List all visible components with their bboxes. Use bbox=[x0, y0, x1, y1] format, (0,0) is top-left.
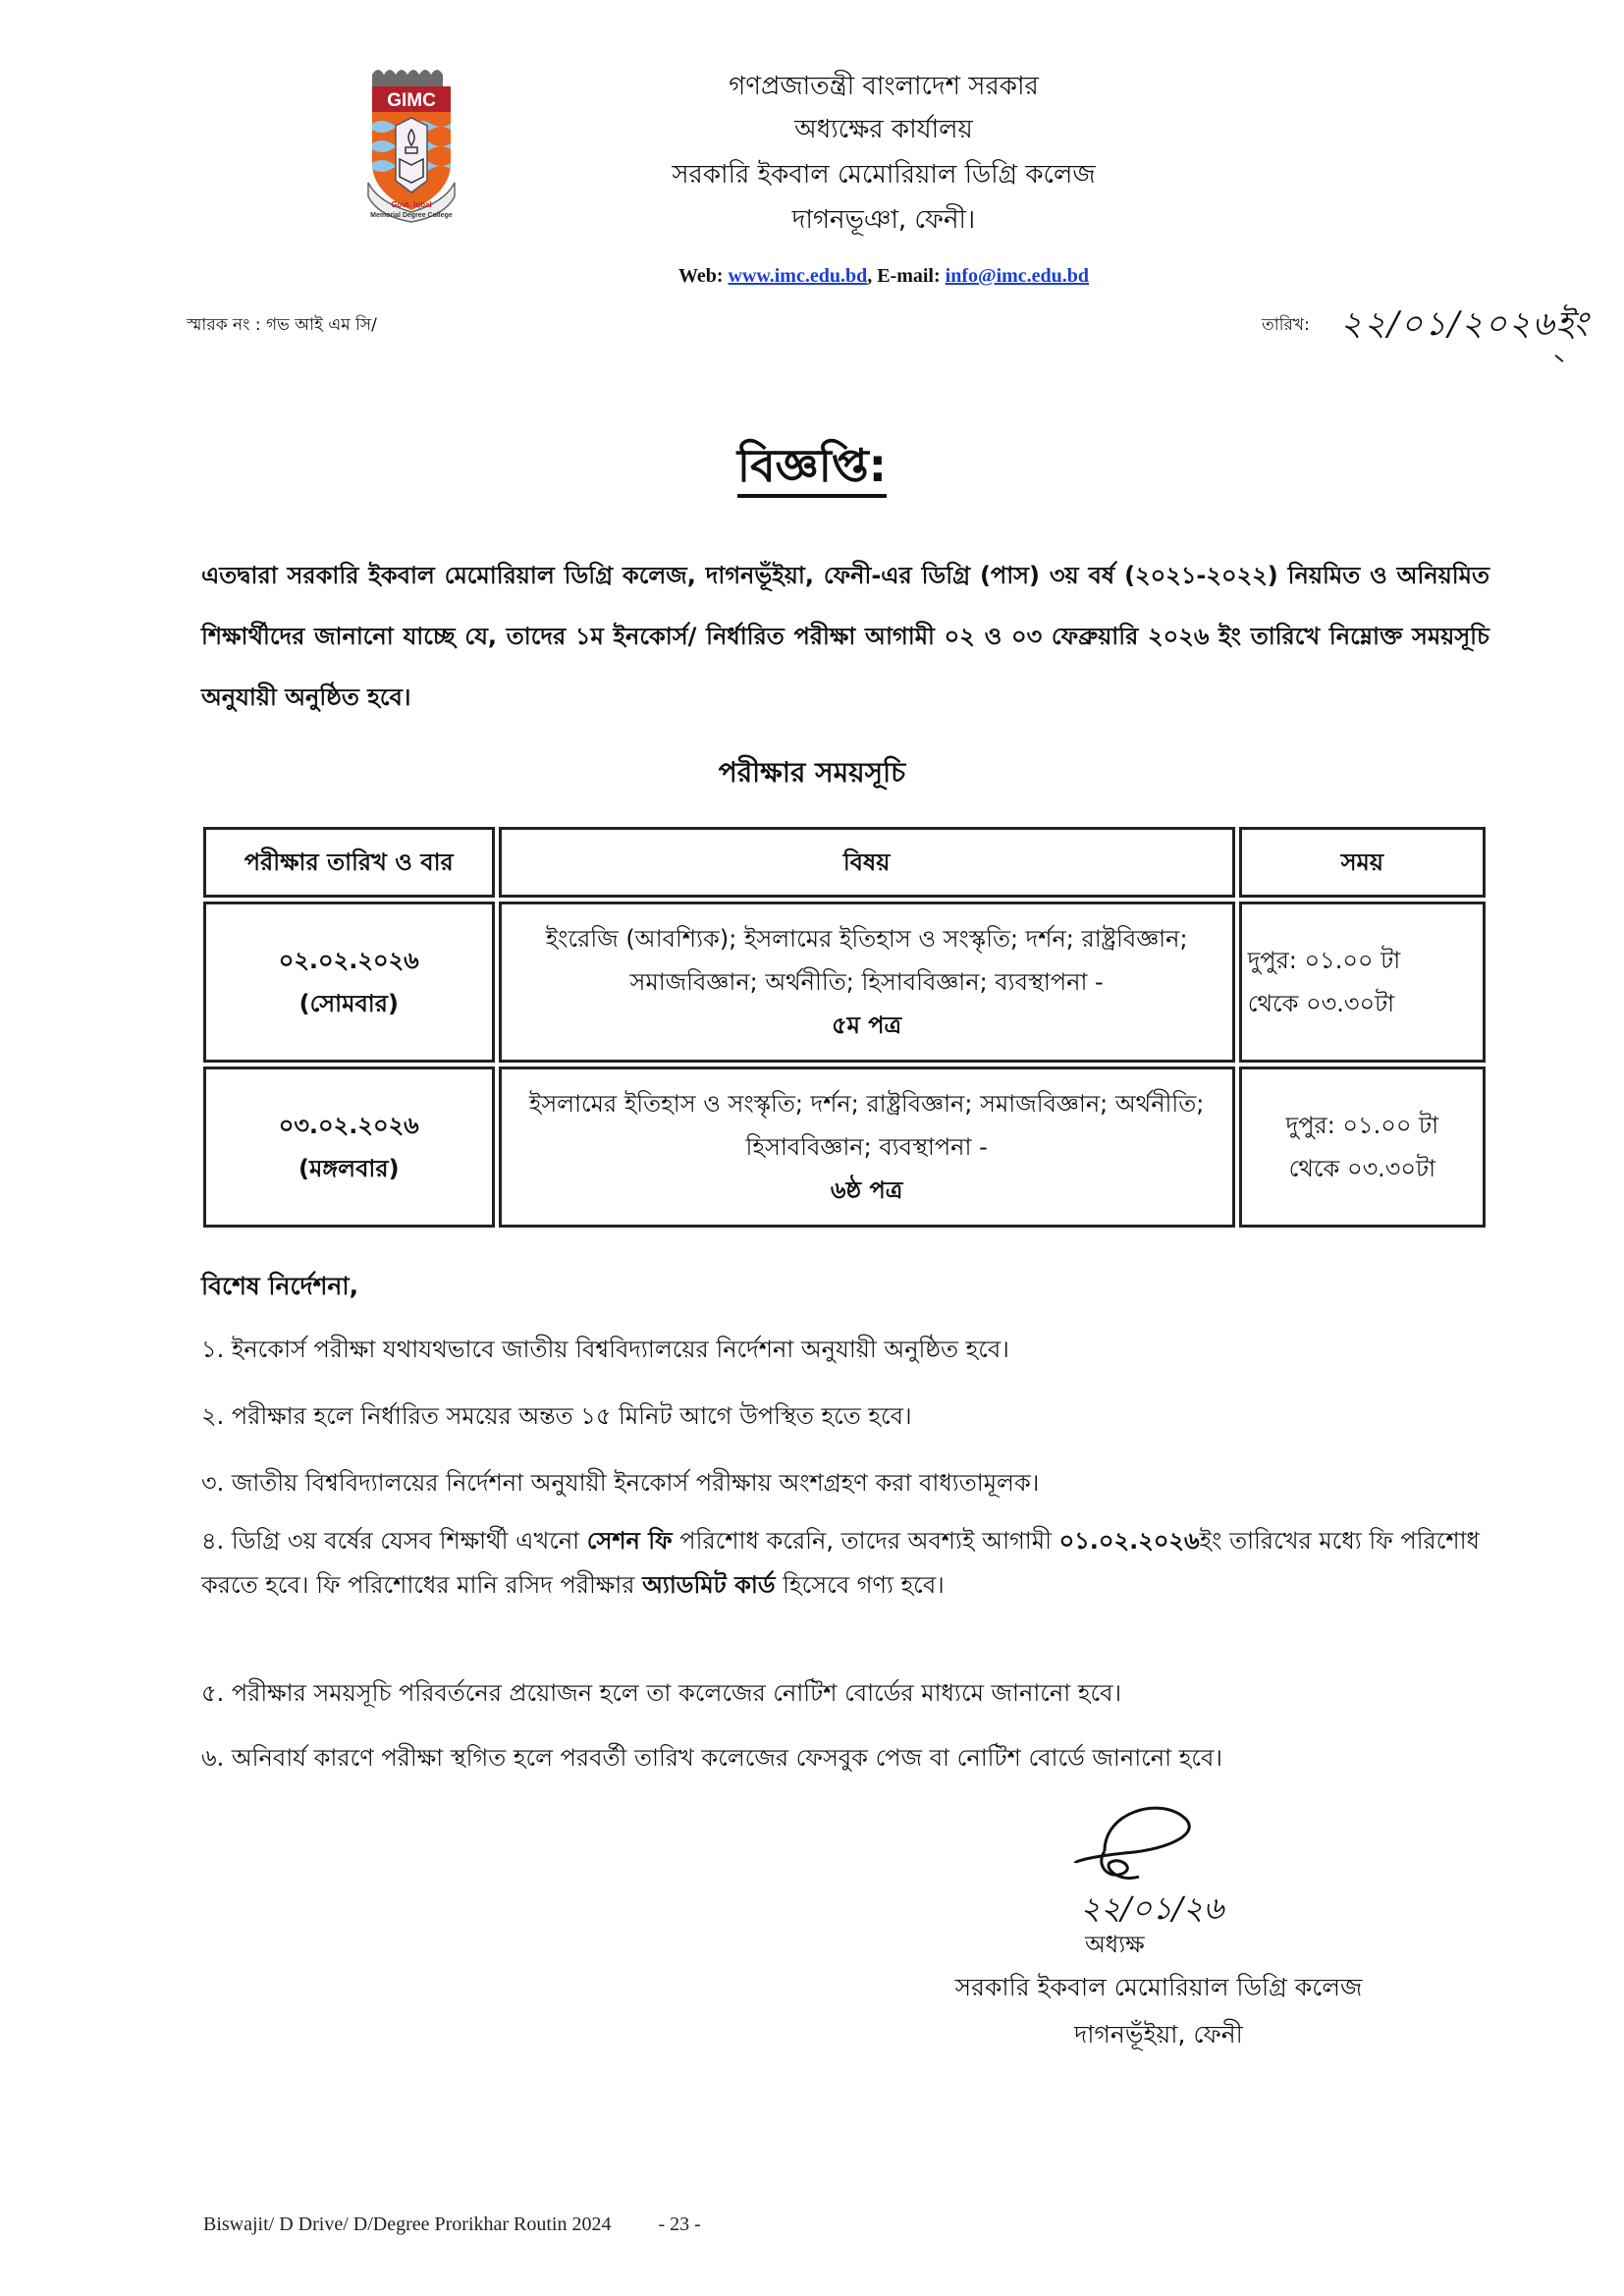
contact-line bbox=[393, 265, 1375, 288]
instruction-item-3: ৩. জাতীয় বিশ্ববিদ্যালয়ের নির্দেশনা অনুযায়ী ইনকোর্স পরীক্ষায় অংশগ্রহণ করা বাধ্যতামূলক। bbox=[201, 1469, 1040, 1497]
notice-paragraph bbox=[201, 545, 1489, 728]
instr-bold-admit-card: অ্যাডমিট কার্ড bbox=[642, 1571, 776, 1599]
date-label: তারিখ: bbox=[1262, 315, 1310, 335]
signatory-role: অধ্যক্ষ bbox=[1085, 1931, 1145, 1958]
notice-title-text: বিজ্ঞপ্তি: bbox=[737, 439, 887, 498]
instruction-item-5: ৫. পরীক্ষার সময়সূচি পরিবর্তনের প্রয়োজন হলে তা কলেজের নোটিশ বোর্ডের মাধ্যমে জানানো হবে। bbox=[201, 1679, 1122, 1707]
web-label: Web: bbox=[677, 265, 729, 287]
college-name: সরকারি ইকবাল মেমোরিয়াল ডিগ্রি কলেজ bbox=[672, 160, 1096, 190]
instr-text: ইং তারিখের মধ্যে ফি পরিশোধ করতে হবে। ফি পরিশোধের মানি রসিদ পরীক্ষার bbox=[201, 1527, 1481, 1599]
schedule-table bbox=[199, 823, 1489, 1231]
time-end: থেকে ০৩.৩০টা bbox=[1247, 990, 1395, 1017]
pen-mark bbox=[1555, 355, 1564, 362]
footer-file-path: Biswajit/ D Drive/ D/Degree Prorikhar Routin 2024 bbox=[203, 2214, 612, 2235]
para-text: / নির্ধারিত পরীক্ষা আগামী ০২ ও ০৩ ফেব্রুয়ারি ২০২৬ ইং তারিখে নিম্নোক্ত সময়সূচি অনুযায়ী অনুষ্ঠিত হবে। bbox=[201, 623, 1489, 711]
website-link[interactable]: www.imc.edu.bd bbox=[728, 265, 868, 287]
para-text: এতদ্বারা সরকারি ইকবাল মেমোরিয়াল ডিগ্রি কলেজ, দাগনভূঁইয়া, ফেনী-এর bbox=[201, 562, 922, 589]
header-time: সময় bbox=[1239, 827, 1486, 898]
notice-title bbox=[0, 432, 1624, 507]
para-bold-incourse: ১ম ইনকোর্স bbox=[574, 623, 688, 650]
exam-day: (মঙ্গলবার) bbox=[298, 1155, 400, 1182]
instr-bold-deadline: ০১.০২.২০২৬ bbox=[1058, 1527, 1200, 1555]
paper-number: ৬ষ্ঠ পত্র bbox=[830, 1176, 903, 1204]
logo-text: GIMC bbox=[387, 90, 436, 111]
time-start: দুপুর: ০১.০০ টা bbox=[1285, 1112, 1439, 1139]
signature-icon bbox=[1065, 1802, 1213, 1890]
header-subject: বিষয় bbox=[499, 827, 1235, 898]
cell-time bbox=[1239, 1066, 1486, 1228]
schedule-title: পরীক্ষার সময়সূচি bbox=[718, 756, 906, 789]
instruction-item-1: ১. ইনকোর্স পরীক্ষা যথাযথভাবে জাতীয় বিশ্ববিদ্যালয়ের নির্দেশনা অনুযায়ী অনুষ্ঠিত হবে। bbox=[201, 1336, 1009, 1363]
subjects-list: ইংরেজি (আবশ্যিক); ইসলামের ইতিহাস ও সংস্কৃতি; দর্শন; রাষ্ট্রবিজ্ঞান; সমাজবিজ্ঞান; অর্থনীতি; হিসাববিজ্ঞান; ব্যবস্থাপনা - bbox=[545, 925, 1188, 996]
college-address: দাগনভূঞা, ফেনী। bbox=[791, 205, 976, 235]
footer bbox=[203, 2214, 701, 2236]
para-bold-course: ডিগ্রি (পাস) ৩য় বর্ষ bbox=[921, 562, 1115, 589]
signature-date: ২২/০১/২৬ bbox=[1080, 1889, 1224, 1927]
instruction-item-4 bbox=[201, 1519, 1497, 1608]
instr-text: পরিশোধ করেনি, তাদের অবশ্যই আগামী bbox=[672, 1527, 1059, 1555]
instructions-title: বিশেষ নির্দেশনা, bbox=[201, 1272, 359, 1300]
memo-number: স্মারক নং : গভ আই এম সি/ bbox=[187, 315, 377, 335]
signatory-org bbox=[884, 1964, 1434, 2058]
time-start: দুপুর: ০১.০০ টা bbox=[1247, 947, 1401, 974]
header-date: পরীক্ষার তারিখ ও বার bbox=[203, 827, 495, 898]
time-end: থেকে ০৩.৩০টা bbox=[1288, 1155, 1436, 1182]
page-number: - 23 - bbox=[658, 2214, 701, 2235]
email-label: , E-mail: bbox=[867, 265, 946, 287]
cell-time bbox=[1239, 902, 1486, 1063]
cell-subjects bbox=[499, 902, 1235, 1063]
exam-date: ০৩.০২.২০২৬ bbox=[278, 1112, 419, 1139]
cell-subjects bbox=[499, 1066, 1235, 1228]
instruction-item-2: ২. পরীক্ষার হলে নির্ধারিত সময়ের অন্তত ১৫ মিনিট আগে উপস্থিত হতে হবে। bbox=[201, 1402, 912, 1430]
para-text: (২০২১-২০২২) নিয়মিত ও অনিয়মিত শিক্ষার্থীদের জানানো যাচ্ছে যে, তাদের bbox=[201, 562, 1489, 650]
instruction-item-6: ৬. অনিবার্য কারণে পরীক্ষা স্থগিত হলে পরবর্তী তারিখ কলেজের ফেসবুক পেজ বা নোটিশ বোর্ডে জানানো হবে। bbox=[201, 1744, 1222, 1772]
instr-text: হিসেবে গণ্য হবে। bbox=[775, 1571, 945, 1599]
subjects-list: ইসলামের ইতিহাস ও সংস্কৃতি; দর্শন; রাষ্ট্রবিজ্ঞান; সমাজবিজ্ঞান; অর্থনীতি; হিসাববিজ্ঞান; ব্যবস্থাপনা - bbox=[528, 1090, 1205, 1161]
handwritten-date: ২২/০১/২০২৬ইং bbox=[1340, 304, 1591, 344]
govt-title: গণপ্রজাতন্ত্রী বাংলাদেশ সরকার bbox=[729, 72, 1039, 101]
svg-text:Govt. Iqbal: Govt. Iqbal bbox=[391, 200, 432, 209]
signatory-address: দাগনভূঁইয়া, ফেনী bbox=[1074, 2020, 1243, 2049]
instr-bold-session-fee: সেশন ফি bbox=[586, 1527, 673, 1555]
table-header-row bbox=[203, 827, 1486, 898]
table-row bbox=[203, 1066, 1486, 1228]
exam-day: (সোমবার) bbox=[298, 990, 399, 1017]
cell-date bbox=[203, 902, 495, 1063]
email-link[interactable]: info@imc.edu.bd bbox=[945, 265, 1090, 287]
instr-text: ৪. ডিগ্রি ৩য় বর্ষের যেসব শিক্ষার্থী এখনো bbox=[201, 1527, 587, 1555]
paper-number: ৫ম পত্র bbox=[832, 1011, 902, 1039]
signatory-college: সরকারি ইকবাল মেমোরিয়াল ডিগ্রি কলেজ bbox=[954, 1973, 1363, 2001]
svg-text:Memorial Degree College: Memorial Degree College bbox=[370, 212, 453, 219]
office-title: অধ্যক্ষের কার্যালয় bbox=[794, 115, 973, 144]
exam-date: ০২.০২.২০২৬ bbox=[278, 947, 419, 974]
table-row bbox=[203, 902, 1486, 1063]
cell-date bbox=[203, 1066, 495, 1228]
